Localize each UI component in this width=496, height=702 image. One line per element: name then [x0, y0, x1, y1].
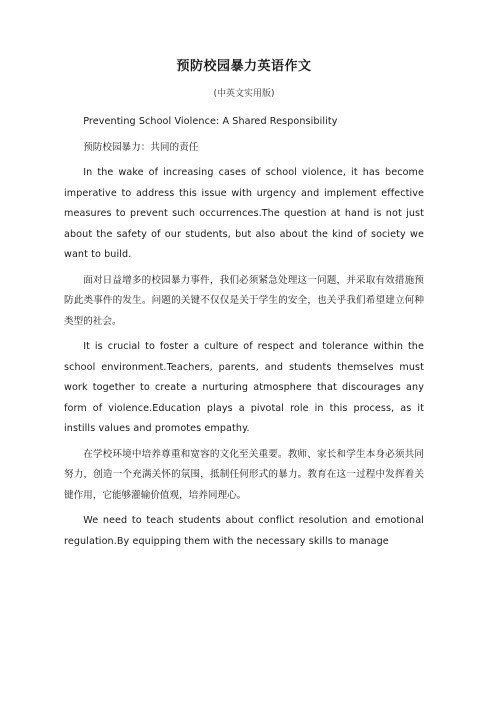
- paragraph-en-2: It is crucial to foster a culture of respect and tolerance within the school environment.Teachers, parents, and students themselves must work together to create a nurturing atmosphere that discourages any form of violence.Education plays a pivotal role in this process, as it instills values and promotes empathy.: [64, 341, 424, 434]
- paragraph-en-heading: Preventing School Violence: A Shared Responsibility: [83, 116, 338, 127]
- paragraph-en-1: In the wake of increasing cases of school violence, it has become imperative to address this issue with urgency and implement effective measures to prevent such occurrences.The question at hand is not just about the safety of our students, but also about the kind of society we want to build.: [64, 167, 424, 260]
- paragraph-zh-1: 面对日益增多的校园暴力事件，我们必须紧急处理这一问题，并采取有效措施预防此类事件的发生。问题的关键不仅仅是关于学生的安全，也关乎我们希望建立何种类型的社会。: [64, 274, 424, 327]
- document-title: 预防校园暴力英语作文: [176, 59, 312, 74]
- paragraph-en-3: We need to teach students about conflict resolution and emotional regulation.By equipping them with the necessary skills to manage: [64, 515, 424, 547]
- paragraph-zh-2: 在学校环境中培养尊重和宽容的文化至关重要。教师、家长和学生本身必须共同努力，创造一个充满关怀的氛围，抵制任何形式的暴力。教育在这一过程中发挥着关键作用，它能够灌输价值观，培养同理心。: [64, 448, 424, 501]
- paragraph-zh-heading: 预防校园暴力：共同的责任: [83, 141, 199, 153]
- document-subtitle: (中英文实用版): [213, 89, 275, 99]
